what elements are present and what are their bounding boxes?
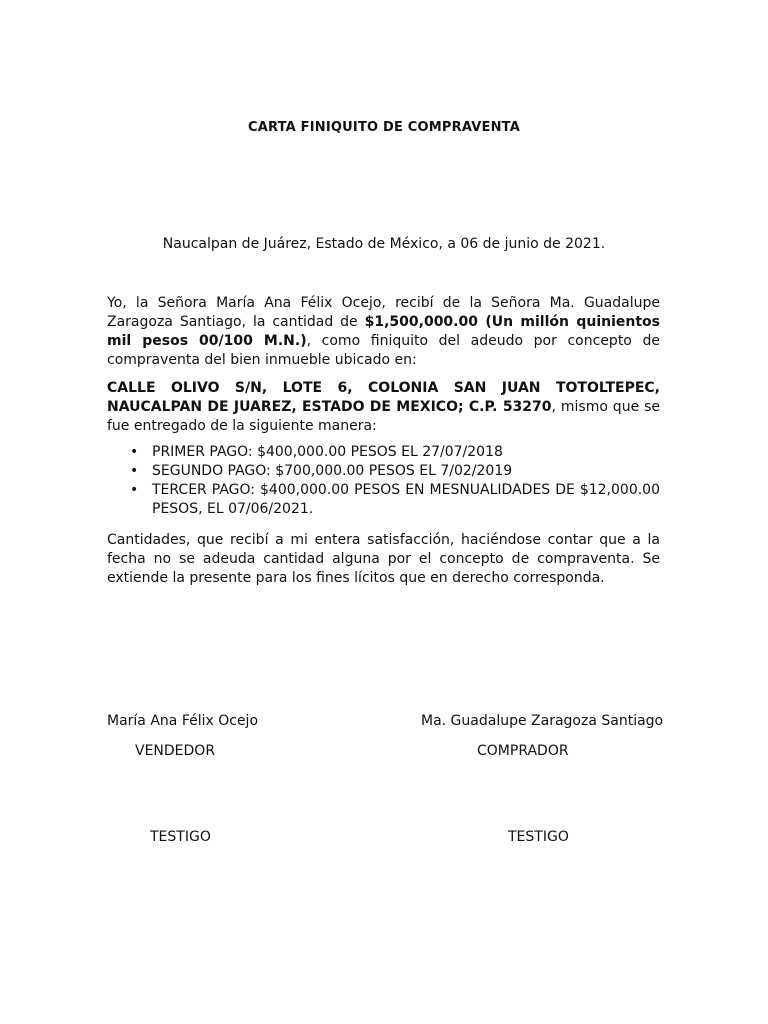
list-item — [107, 462, 660, 481]
payments-list — [107, 443, 660, 519]
address-text: CALLE OLIVO S/N, LOTE 6, COLONIA SAN JUAN TOTOLTEPEC, NAUCALPAN DE JUAREZ, ESTADO DE MEXICO; C.P. 53270 — [107, 380, 660, 415]
bullet-icon: • — [130, 463, 139, 479]
document-title: CARTA FINIQUITO DE COMPRAVENTA — [248, 120, 520, 135]
payment-text: SEGUNDO PAGO: $700,000.00 PESOS EL 7/02/2019 — [152, 463, 513, 479]
amount-text: $1,500,000.00 (Un millón quinientos mil pesos 00/100 M.N.) — [107, 314, 661, 349]
buyer-role: COMPRADOR — [477, 743, 569, 759]
paragraph-receipt — [107, 294, 660, 370]
paragraph-address — [107, 379, 660, 436]
bullet-icon: • — [130, 444, 139, 460]
bullet-icon: • — [130, 482, 139, 498]
buyer-name: Ma. Guadalupe Zaragoza Santiago — [421, 713, 664, 729]
paragraph-address-rest: , mismo que se fue entregado de la siguiente manera: — [107, 399, 660, 434]
witness-label-1: TESTIGO — [150, 829, 211, 845]
list-item — [107, 443, 660, 462]
payment-text: PRIMER PAGO: $400,000.00 PESOS EL 27/07/2018 — [152, 444, 503, 460]
list-item — [107, 481, 660, 519]
paragraph-receipt-rest: , como finiquito del adeudo por concepto de compraventa del bien inmueble ubicado en: — [107, 333, 660, 368]
paragraph-receipt-text: Yo, la Señora María Ana Félix Ocejo, recibí de la Señora Ma. Guadalupe Zaragoza Santiago, la cantidad de — [107, 295, 660, 330]
witness-label-2: TESTIGO — [508, 829, 569, 845]
seller-name: María Ana Félix Ocejo — [107, 713, 259, 729]
place-date: Naucalpan de Juárez, Estado de México, a 06 de junio de 2021. — [162, 236, 606, 252]
payment-text: TERCER PAGO: $400,000.00 PESOS EN MESNUALIDADES DE $12,000.00 PESOS, EL 07/06/2021. — [152, 482, 660, 517]
seller-role: VENDEDOR — [135, 743, 216, 759]
paragraph-closing: Cantidades, que recibí a mi entera satisfacción, haciéndose contar que a la fecha no se adeuda cantidad alguna por el concepto de compraventa. Se extiende la presente para los fines lícitos que en derecho corresponda. — [107, 532, 660, 586]
